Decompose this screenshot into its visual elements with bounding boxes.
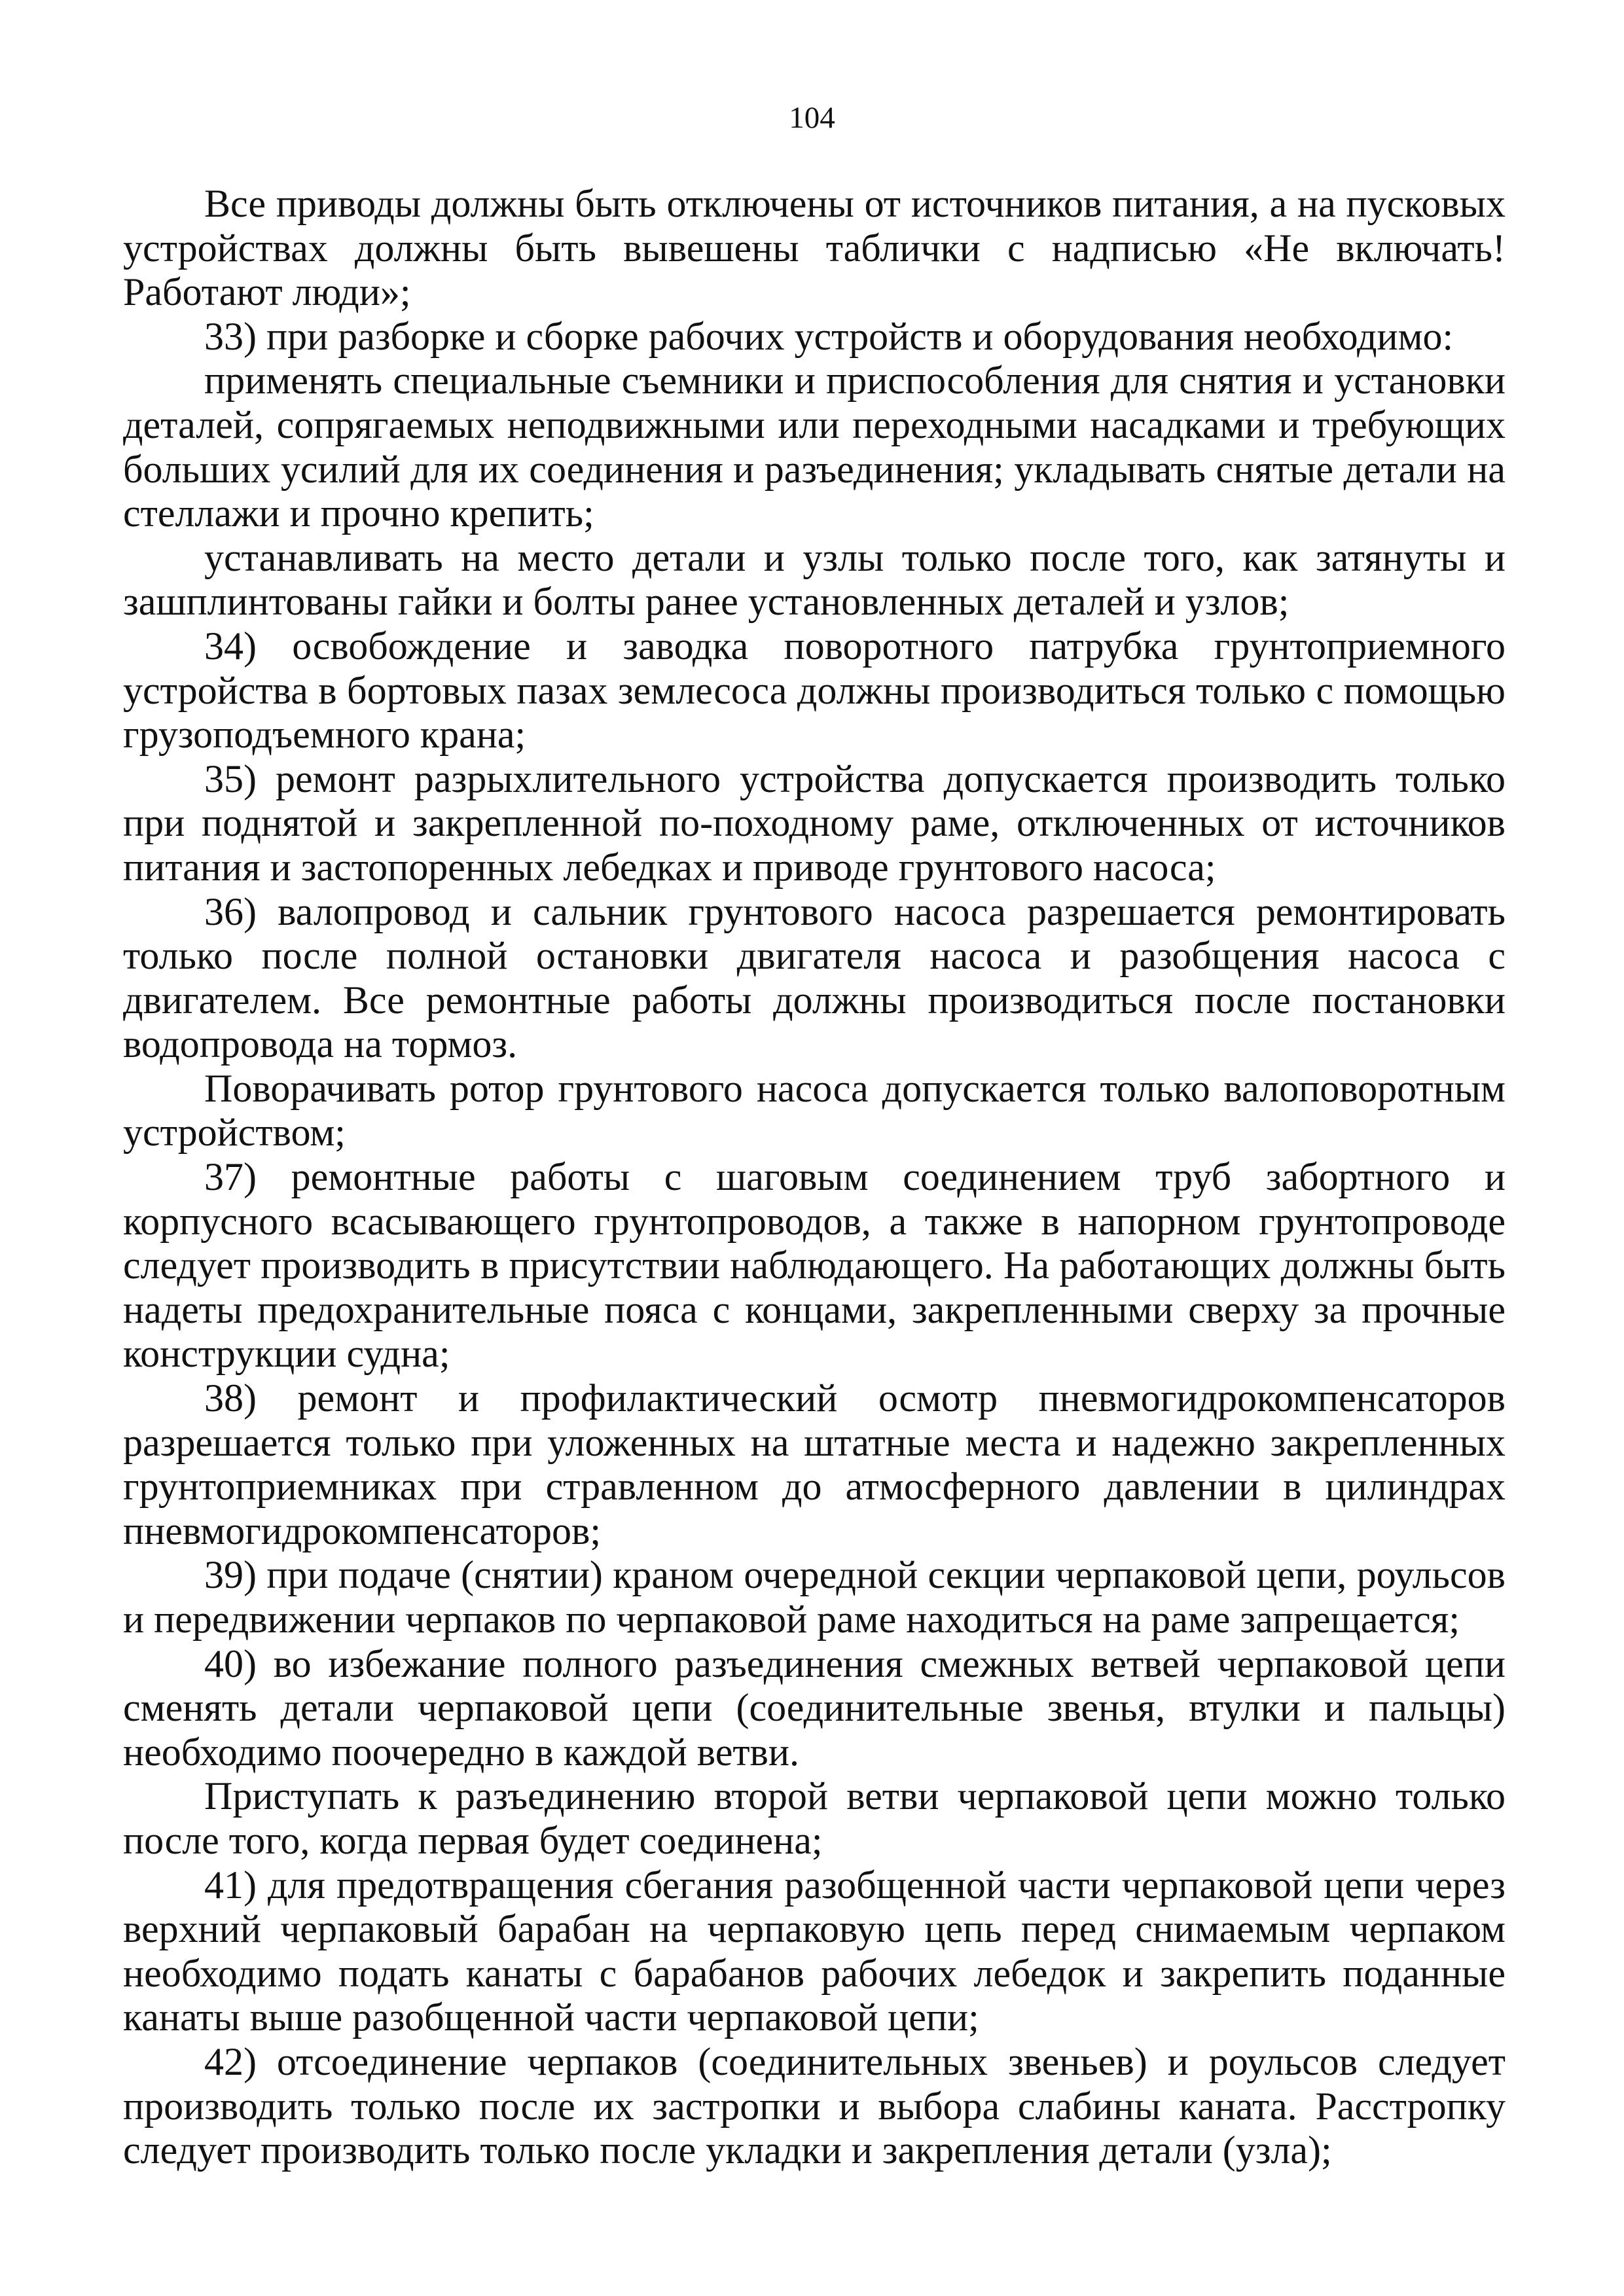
paragraph-item-33: 33) при разборке и сборке рабочих устройств и оборудования необходимо: [204,314,1454,358]
page-number: 104 [789,101,835,135]
paragraph-item-37: 37) ремонтные работы с шаговым соединением труб забортного и корпусного всасывающего грунтопроводов, а также в напорном грунтопроводе следует производить в присутствии наблюдающего. На работающих должны быть надеты предохранительные пояса с концами, закрепленными сверху за прочные конструкции судна; [123,1155,1506,1376]
paragraph-item-40-second-branch: Приступать к разъединению второй ветви черпаковой цепи можно только после того, когда первая будет соединена; [123,1774,1506,1862]
paragraph-item-33-install: устанавливать на место детали и узлы только после того, как затянуты и зашплинтованы гайки и болты ранее установленных деталей и узлов; [123,535,1506,624]
paragraph-item-42: 42) отсоединение черпаков (соединительных звеньев) и роульсов следует производить только после их застропки и выбора слабины каната. Расстропку следует производить только после укладки и закрепления детали (узла); [123,2039,1506,2172]
paragraph-item-40: 40) во избежание полного разъединения смежных ветвей черпаковой цепи сменять детали черпаковой цепи (соединительные звенья, втулки и пальцы) необходимо поочередно в каждой ветви. [123,1641,1506,1774]
paragraph-item-38: 38) ремонт и профилактический осмотр пневмогидрокомпенсаторов разрешается только при уложенных на штатные места и надежно закрепленных грунтоприемниках при стравленном до атмосферного давлении в цилиндрах пневмогидрокомпенсаторов; [123,1376,1506,1552]
paragraph-item-39: 39) при подаче (снятии) краном очередной секции черпаковой цепи, роульсов и передвижении черпаков по черпаковой раме находиться на раме запрещается; [123,1553,1506,1641]
paragraph-item-41: 41) для предотвращения сбегания разобщенной части черпаковой цепи через верхний черпаковый барабан на черпаковую цепь перед снимаемым черпаком необходимо подать канаты с барабанов рабочих лебедок и закрепить поданные канаты выше разобщенной части черпаковой цепи; [123,1863,1506,2039]
paragraph-item-36: 36) валопровод и сальник грунтового насоса разрешается ремонтировать только после полной остановки двигателя насоса и разобщения насоса с двигателем. Все ремонтные работы должны производиться после постановки водопровода на тормоз. [123,889,1506,1066]
paragraph-item-33-tools: применять специальные съемники и приспособления для снятия и установки деталей, сопрягаемых неподвижными или переходными насадками и требующих больших усилий для их соединения и разъединения; укладывать снятые детали на стеллажи и прочно крепить; [123,359,1506,535]
paragraph-intro: Все приводы должны быть отключены от источников питания, а на пусковых устройствах должны быть вывешены таблички с надписью «Не включать! Работают люди»; [123,182,1506,314]
paragraph-item-34: 34) освобождение и заводка поворотного патрубка грунтоприемного устройства в бортовых пазах землесоса должны производиться только с помощью грузоподъемного крана; [123,624,1506,757]
paragraph-item-35: 35) ремонт разрыхлительного устройства допускается производить только при поднятой и закрепленной по-походному раме, отключенных от источников питания и застопоренных лебедках и приводе грунтового насоса; [123,757,1506,889]
paragraph-item-36-rotor: Поворачивать ротор грунтового насоса допускается только валоповоротным устройством; [123,1066,1506,1155]
document-body [123,182,1506,2173]
